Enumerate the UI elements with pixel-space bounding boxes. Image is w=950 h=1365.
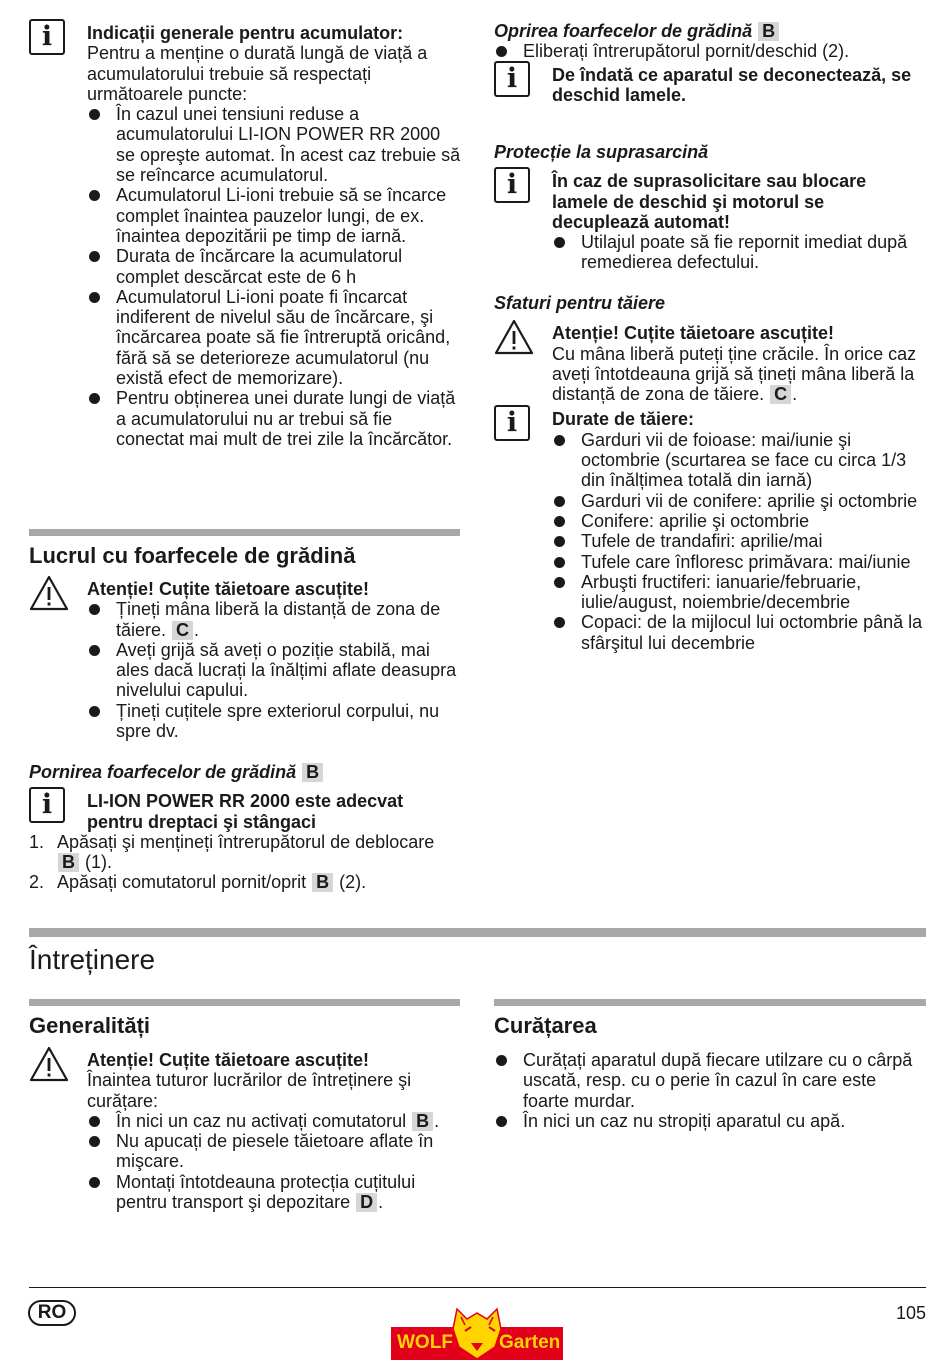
durate-list [552,430,926,653]
list-item: Conifere: aprilie şi octombrie [552,511,926,531]
list-item: Acumulatorul Li-ioni poate fi încarcat indiferent de nivelul său de încărcare, şi încărcarea poate să fie întreruptă oricând, fără să se deterioreze acumulatorul (nu există efect de memorizare). [87,287,461,388]
info-icon: i [494,61,530,97]
list-item: Acumulatorul Li-ioni trebuie să se încarce complet înaintea pauzelor lungi, de ex. înaintea depozitării pe timp de iarnă. [87,185,461,246]
section-heading-pornirea: Pornirea foarfecelor de grădină B [29,762,461,782]
figure-ref: B [412,1112,433,1131]
figure-ref: D [356,1193,377,1212]
figure-ref: B [758,22,779,41]
figure-ref: C [770,385,791,404]
info-icon: i [494,167,530,203]
list-item: Curățați aparatul după fiecare utilzare cu o cârpă uscată, resp. cu o perie în cazul în care este foarte murdar. [494,1050,926,1111]
page-number: 105 [895,1303,926,1323]
generalitati-list [87,1111,461,1212]
list-item: În nici un caz nu activați comutatorul B . [87,1111,461,1131]
list-item: Arbuşti fructiferi: ianuarie/februarie, iulie/august, noiembrie/decembrie [552,572,926,613]
curatarea-section [494,1050,926,1131]
figure-ref: B [312,873,333,892]
warning-icon [29,1046,69,1082]
logo-text-right: Garten [499,1332,561,1353]
warning-text: Atenție! Cuțite tăietoare ascuțite! [552,323,835,344]
pornirea-section [29,762,461,893]
list-item: În cazul unei tensiuni reduse a acumulatorului LI-ION POWER RR 2000 se opreşte automat. În acest caz trebuie să se reîncarce acumulatorul. [87,104,461,185]
durate-title: Durate de tăiere: [552,409,695,430]
footer-divider [29,1287,926,1288]
info-icon: i [29,787,65,823]
list-item: Eliberați întrerupătorul pornit/deschid (2). [494,41,926,61]
info-icon: i [494,405,530,441]
wolf-garten-logo [391,1305,563,1360]
figure-ref: C [172,621,193,640]
battery-notes-list [87,104,461,449]
logo-text-left: WOLF [397,1332,453,1353]
section-heading-oprirea: Oprirea foarfecelor de grădină B [494,21,926,41]
protectie-list [552,232,926,273]
list-item: Durata de încărcare la acumulatorul complet descărcat este de 6 h [87,246,461,287]
battery-notes-title: Indicații generale pentru acumulator: [87,23,404,43]
battery-notes-section [29,23,461,449]
list-item: Utilajul poate să fie repornit imediat după remedierea defectului. [552,232,926,273]
list-item: Tufele care înfloresc primăvara: mai/iunie [552,552,926,572]
list-item: 1. Apăsați şi mențineți întrerupătorul de deblocare B (1). [29,831,435,873]
info-text: În caz de suprasolicitare sau blocare lamele de deschid şi motorul se decuplează automat! [552,171,867,232]
lucrul-section [29,579,461,741]
warning-text: Atenție! Cuțite tăietoare ascuțite! [87,1050,370,1070]
figure-ref: B [58,853,79,872]
section-heading-protectie: Protecție la suprasarcină [494,142,709,162]
section-heading-sfaturi: Sfaturi pentru tăiere [494,293,666,313]
section-heading-curatarea: Curățarea [494,1013,597,1038]
list-item: Țineți cuțitele spre exteriorul corpului, nu spre dv. [87,701,461,742]
warning-icon [29,575,69,611]
language-badge: RO [28,1300,76,1326]
generalitati-intro: Înaintea tuturor lucrărilor de întreținere şi curățare: [87,1070,412,1111]
list-item: Garduri vii de foioase: mai/iunie şi octombrie (scurtarea se face cu circa 1/3 din înălțimea totală din iarnă) [552,430,926,491]
protectie-section [494,142,926,273]
warning-icon [494,319,534,355]
info-icon: i [29,19,65,55]
list-item: Pentru obținerea unei durate lungi de viață a acumulatorului nu ar trebui să fie conectat mai mult de trei zile la încărcător. [87,388,461,449]
sfaturi-text: Cu mâna liberă puteți ține crăcile. În orice caz aveți întotdeauna grijă să țineți mâna liberă la distanță de zona de tăiere. C . [552,343,917,405]
oprirea-section [494,21,926,105]
list-item: Tufele de trandafiri: aprilie/mai [552,531,926,551]
curatarea-list [494,1050,926,1131]
section-divider [29,999,460,1006]
list-item: Aveți grijă să aveți o poziție stabilă, mai ales dacă lucrați la înălțimi aflate deasupra nivelului capului. [87,640,461,701]
section-heading-generalitati: Generalități [29,1013,151,1038]
list-item: Copaci: de la mijlocul lui octombrie până la sfârşitul lui decembrie [552,612,926,653]
battery-notes-intro: Pentru a menține o durată lungă de viață a acumulatorului trebuie să respectați următoarele puncte: [87,43,428,104]
list-item: 2. Apăsați comutatorul pornit/oprit B (2). [29,872,367,893]
list-item: Țineți mâna liberă la distanță de zona de tăiere. C . [87,599,461,640]
info-text: De îndată ce aparatul se deconectează, se deschid lamele. [552,64,912,105]
pornirea-steps [29,832,461,893]
list-item: În nici un caz nu stropiți aparatul cu apă. [494,1111,926,1131]
lucrul-list [87,599,461,741]
section-divider [29,928,926,937]
list-item: Nu apucați de piesele tăietoare aflate în mişcare. [87,1131,461,1172]
warning-text: Atenție! Cuțite tăietoare ascuțite! [87,579,370,599]
section-heading-intretinere: Întreținere [29,944,156,975]
section-divider [494,999,926,1006]
section-divider [29,529,460,536]
sfaturi-section [494,293,926,653]
list-item: Garduri vii de conifere: aprilie şi octombrie [552,491,926,511]
section-heading-lucrul: Lucrul cu foarfecele de grădină [29,543,356,568]
oprirea-list [494,41,926,61]
list-item: Montați întotdeauna protecția cuțitului pentru transport şi depozitare D . [87,1172,461,1213]
figure-ref: B [302,763,323,782]
generalitati-section [29,1050,461,1212]
info-text: LI-ION POWER RR 2000 este adecvat pentru dreptaci şi stângaci [87,791,404,832]
